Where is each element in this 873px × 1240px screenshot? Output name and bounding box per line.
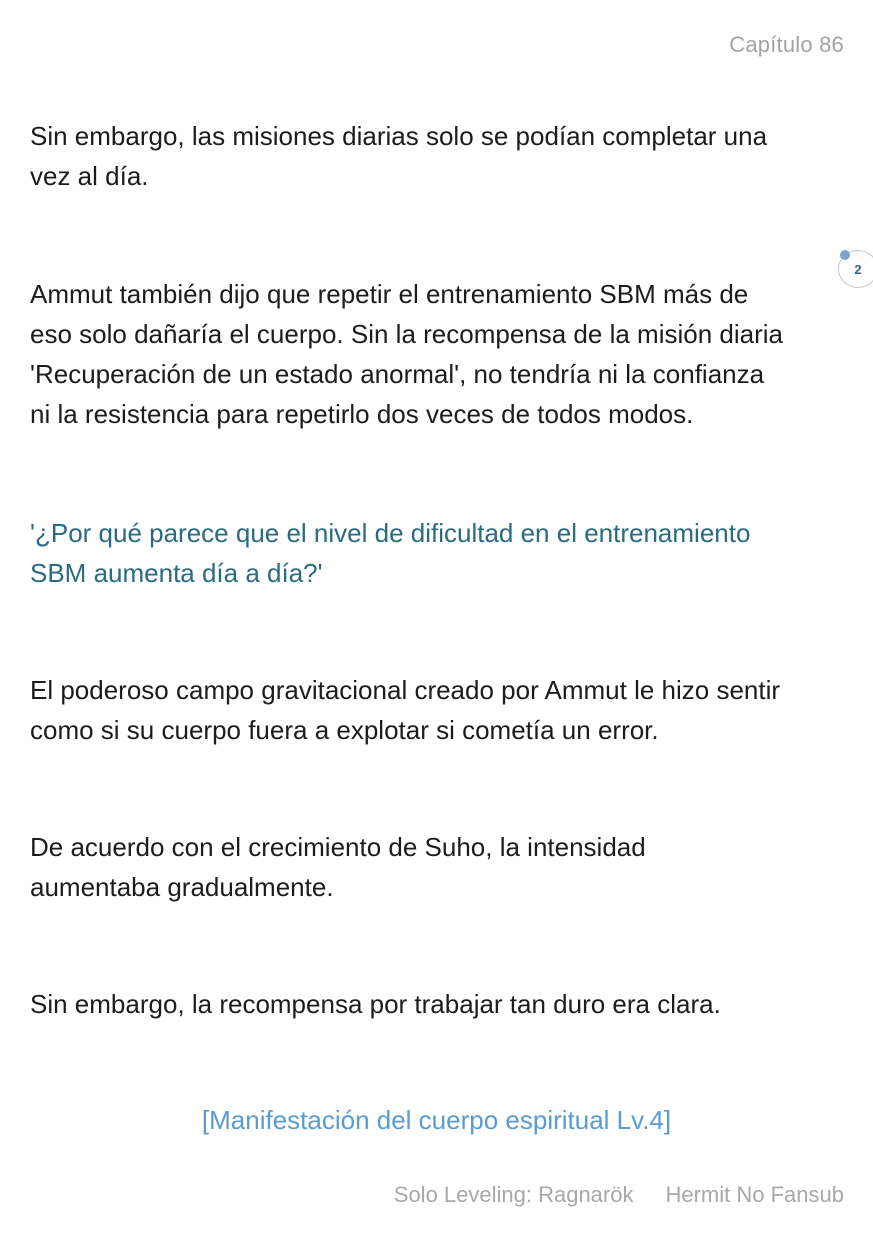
paragraph: De acuerdo con el crecimiento de Suho, la intensidad aumentaba gradualmente.: [30, 832, 646, 902]
thought-paragraph: '¿Por qué parece que el nivel de dificultad en el entrenamiento SBM aumenta día a día?': [30, 518, 751, 588]
paragraph: El poderoso campo gravitacional creado por Ammut le hizo sentir como si su cuerpo fuera a explotar si cometía un error.: [30, 675, 781, 745]
chapter-title: Capítulo 86: [729, 32, 844, 57]
footer-translator: Hermit No Fansub: [665, 1182, 844, 1207]
paragraph: Ammut también dijo que repetir el entrenamiento SBM más de eso solo dañaría el cuerpo. Sin la recompensa de la misión diaria 'Recuperación de un estado anormal', no tendría ni la confianza ni la resistencia para repetirlo dos veces de todos modos.: [30, 279, 783, 429]
footer-novel-title: Solo Leveling: Ragnarök: [393, 1182, 634, 1207]
page-indicator-value: 2: [854, 261, 862, 277]
paragraph: Sin embargo, la recompensa por trabajar tan duro era clara.: [30, 989, 721, 1019]
page-dot-icon: [840, 250, 850, 260]
system-message: [Manifestación del cuerpo espiritual Lv.4]: [201, 1105, 672, 1135]
footer: [394, 1182, 844, 1208]
paragraph: Sin embargo, las misiones diarias solo se podían completar una vez al día.: [30, 121, 768, 191]
